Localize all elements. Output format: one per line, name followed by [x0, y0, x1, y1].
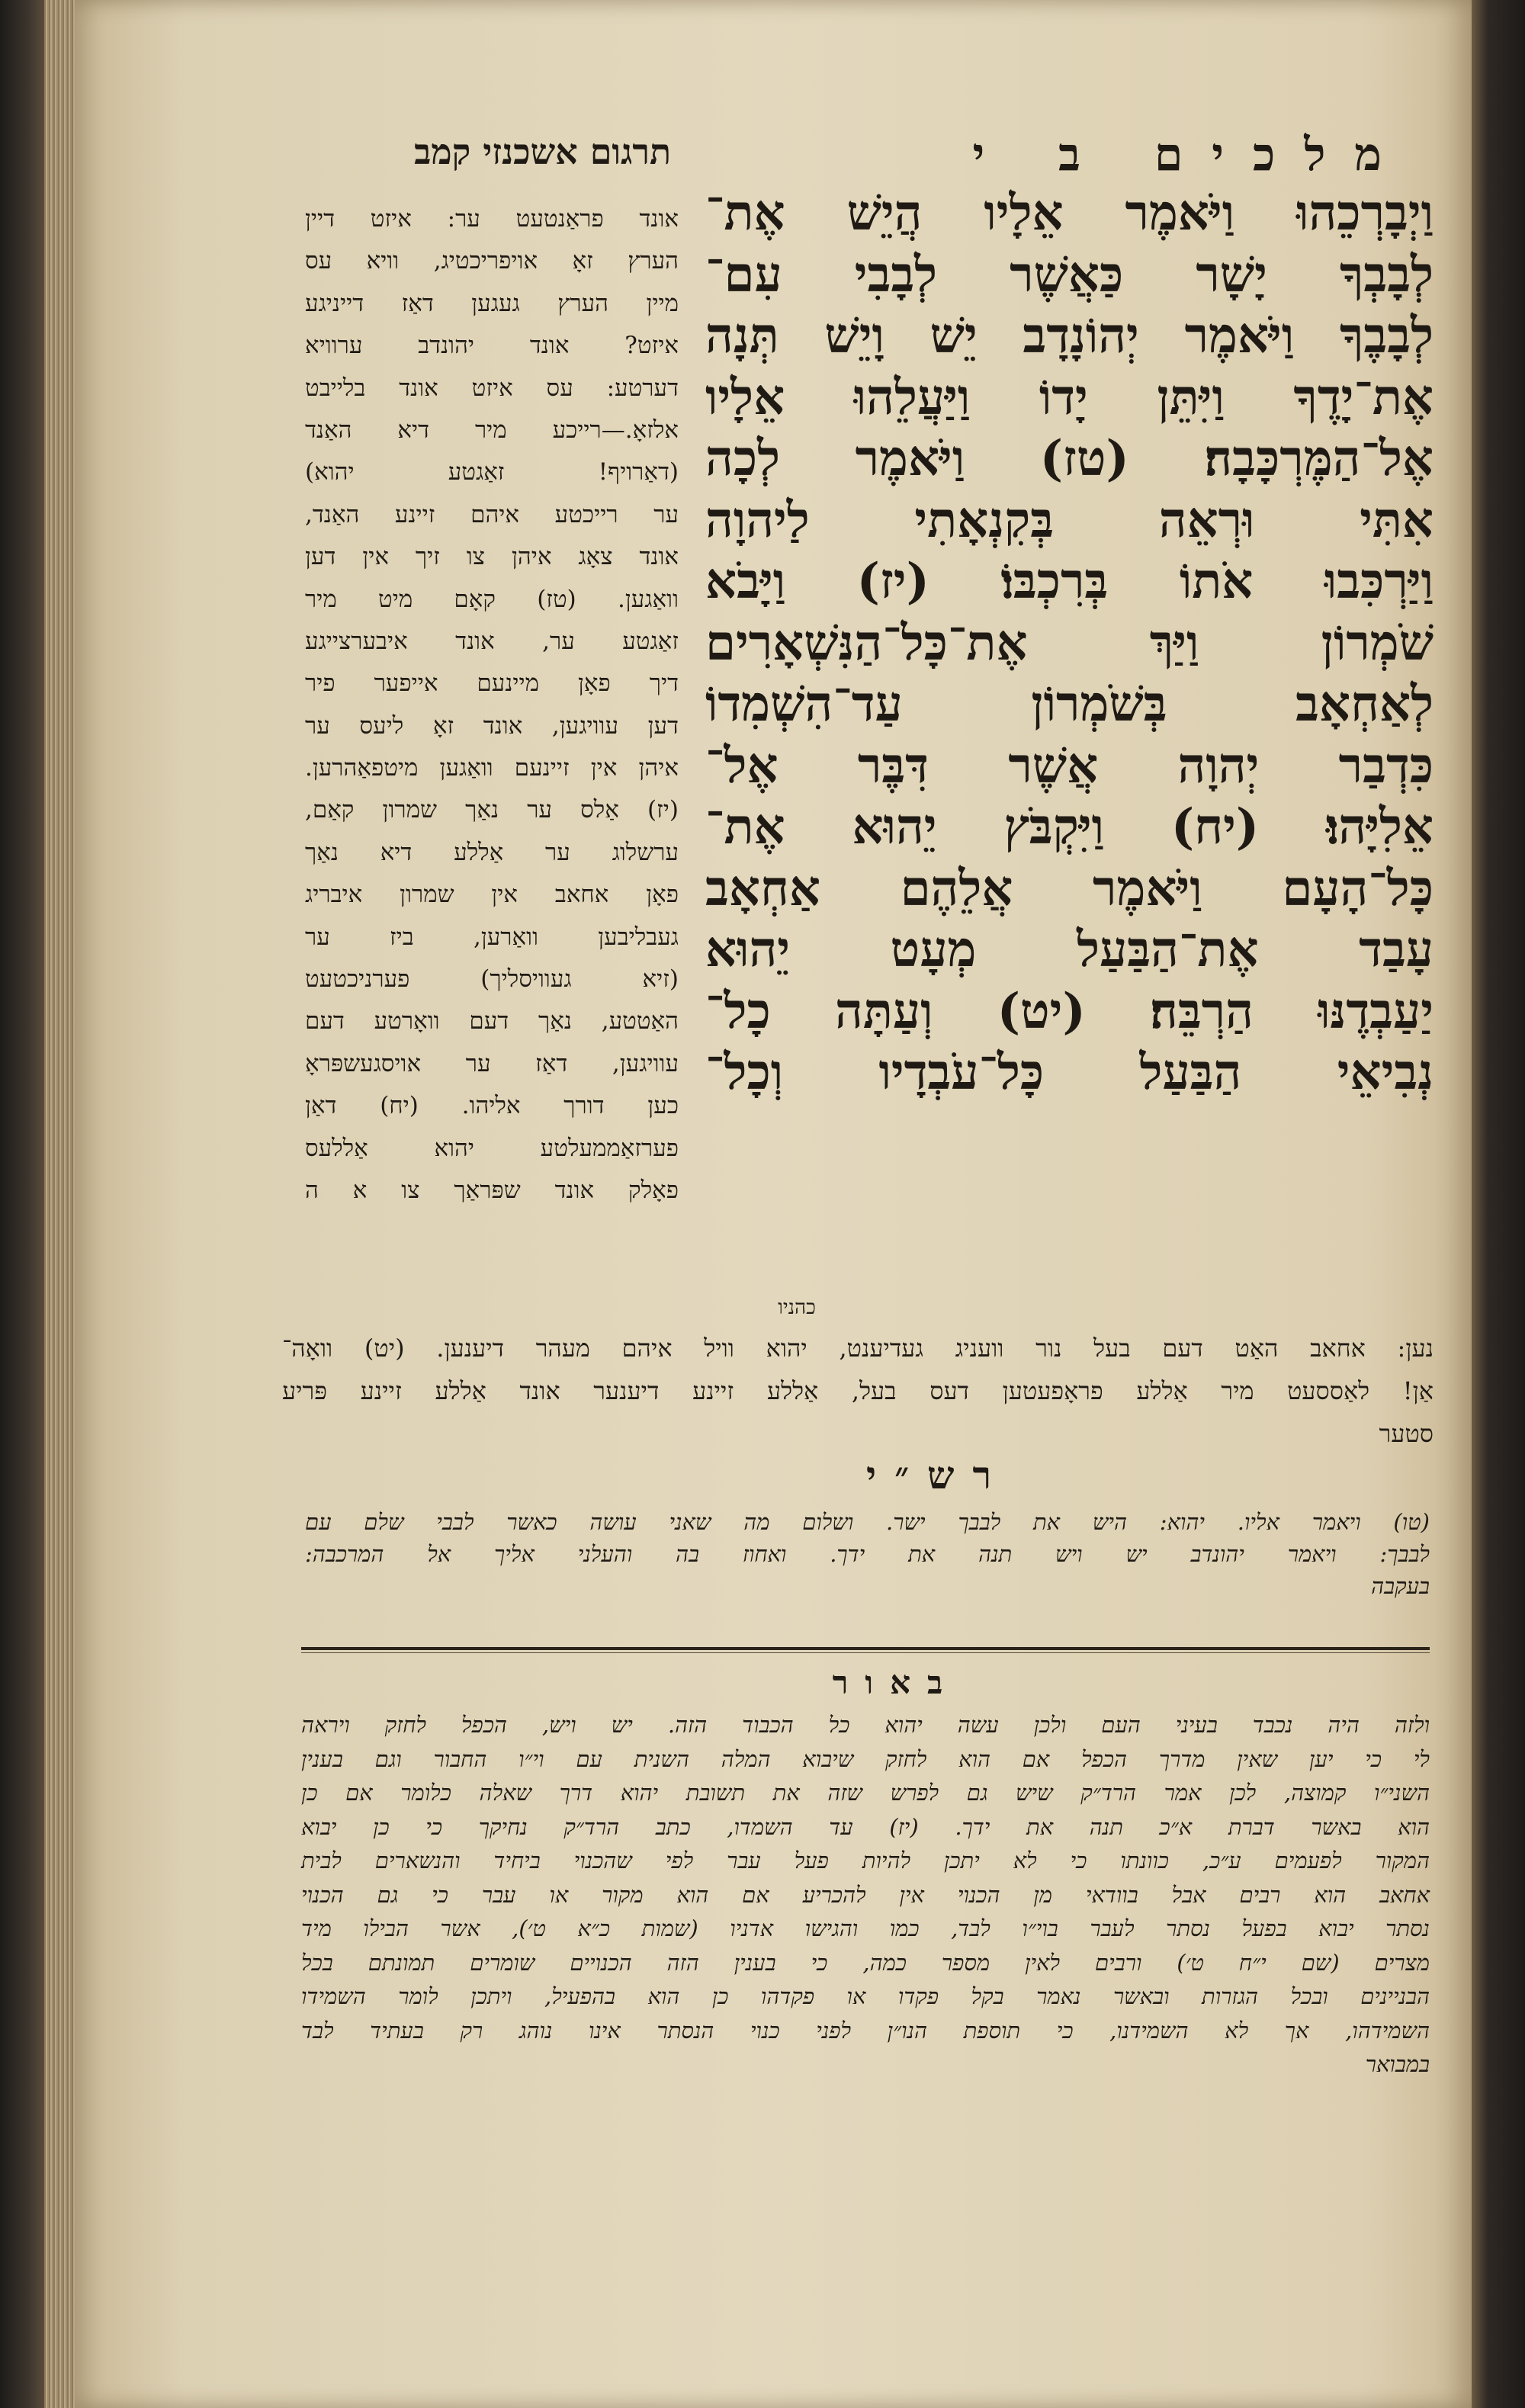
main-text-line: לְאַחְאָב בְּשֹׁמְרוֹן עַד־הִשְׁמִדוֹ	[705, 676, 1434, 733]
translation-continued-line: נען: אחאב האַט דעם בעל נור וועניג געדיענט, יהוא וויל איהם מעהר דיענען. (יט) וואָה־	[282, 1334, 1434, 1363]
main-text-line: וַיַּרְכִּבוּ אֹתוֹ בְּרִכְבּוֹ׃ (יז) וַיָּבֹא	[705, 553, 1434, 610]
running-header-book: מלכים ב י	[972, 128, 1411, 181]
main-text-line: אֶל־הַמֶּרְכָּבָה׃ (טז) וַיֹּאמֶר לְכָה	[705, 430, 1434, 487]
page-edges	[44, 0, 75, 2408]
translation-line: מיין הערץ געגען דאַז דייניגע	[305, 289, 679, 317]
biur-catchword: במבואר	[1365, 2051, 1430, 2077]
main-text-line: עָבַד אֶת־הַבַּעַל מְעָט יֵהוּא	[705, 921, 1434, 978]
translation-line: איהן אין זיינעם וואַגען מיטפאַהרען.	[305, 754, 679, 782]
main-text-catchword: כהניו	[778, 1296, 816, 1319]
biur-line: הבניינים ובכל הגזרות ובאשר נאמר בקל פקדו או פקדהו כן הוא בהפעיל, ויתכן לומר השמידו	[301, 1983, 1430, 2009]
biur-commentary	[301, 1708, 1430, 2082]
section-divider	[301, 1647, 1430, 1650]
running-header-targum: תרגום אשכנזי קמב	[414, 131, 671, 172]
biur-line: ולזה היה נכבד בעיני העם ולכן עשה יהוא כל הכבוד הזה. יש ויש, הכפל לחזק ויראה	[301, 1712, 1430, 1738]
translation-continuation	[282, 1327, 1434, 1455]
translation-line: איזט? אונד יהונדב ערוויא	[305, 332, 679, 360]
translation-line: געבליבען וואַרען, ביז ער	[305, 923, 679, 951]
main-text-line: לְבָבְךָ יָשָׁר כַּאֲשֶׁר לְבָבִי עִם־	[705, 246, 1434, 303]
translation-line: (יז) אַלס ער נאַך שמרון קאַם,	[305, 796, 679, 824]
main-text-line: לְבָבֶךָ וַיֹּאמֶר יְהוֹנָדָב יֵשׁ וָיֵשׁ תְּנָה	[705, 307, 1434, 364]
main-text-line: אֵלִיָּהוּ׃ (יח) וַיִּקְבֹּץ יֵהוּא אֶת־	[705, 798, 1434, 856]
rashi-heading: רש״י	[865, 1453, 1010, 1498]
main-text-line: אֶת־יָדֶךָ וַיִּתֵּן יָדוֹ וַיַּעֲלֵהוּ אֵלָיו	[705, 368, 1434, 426]
rashi-commentary	[305, 1506, 1430, 1602]
translation-continued-line: סטער	[1379, 1419, 1434, 1448]
main-text-line: אִתִּי וּרְאֵה בְּקִנְאָתִי לַיהוָה	[705, 491, 1434, 549]
rashi-line: לבבך: ויאמר יהונדב יש ויש תנה את ידך. ואחוז בה והעלני אליך אל המרכבה:	[305, 1541, 1430, 1567]
main-text-line: יַעַבְדֶנּוּ הַרְבֵּה׃ (יט) וְעַתָּה כָל־	[705, 982, 1434, 1040]
main-hebrew-text	[705, 183, 1434, 1104]
translation-line: פאָלק אונד שפּראַך צו א ה	[305, 1176, 679, 1204]
book-cover-right	[1472, 0, 1525, 2408]
translation-line: כען דורך אליהו. (יח) דאַן	[305, 1092, 679, 1120]
biur-heading: באור	[832, 1664, 960, 1701]
translation-line: דען עוויגען, אונד זאָ ליעס ער	[305, 711, 679, 740]
translation-line: דערטע: עס איזט אונד בלייבט	[305, 374, 679, 402]
translation-line: עוויגען, דאַז ער אויסגעשפּראָ	[305, 1049, 679, 1077]
translation-line: אונד צאָג איהן צו זיך אין דען	[305, 543, 679, 571]
translation-line: האַטטע, נאַך דעם וואָרטע דעם	[305, 1007, 679, 1035]
main-text-line: כָּל־הָעָם וַיֹּאמֶר אֲלֵהֶם אַחְאָב	[705, 859, 1434, 917]
main-text-line: שֹׁמְרוֹן וַיַּךְ אֶת־כָּל־הַנִּשְׁאָרִים	[705, 614, 1434, 672]
translation-line: וואַגען. (טז) קאָם מיט מיר	[305, 585, 679, 613]
rashi-line: (טו) ויאמר אליו. יהוא: היש את לבבך ישר. ושלום מה שאני עושה כאשר לבבי שלם עם	[305, 1509, 1430, 1535]
translation-line: אונד פראַנטעט ער: איזט דיין	[305, 205, 679, 233]
section-divider-thin	[301, 1652, 1430, 1653]
biur-line: אחאב הוא רבים אבל בוודאי מן הכנוי אין להכריע אם הוא מקור או עבר כי גם הכנוי	[301, 1881, 1430, 1908]
main-text-line: כִּדְבַר יְהוָה אֲשֶׁר דִּבֶּר אֶל־	[705, 737, 1434, 795]
main-text-line: וַיְבָרְכֵהוּ וַיֹּאמֶר אֵלָיו הֲיֵשׁ אֶת־	[705, 185, 1434, 242]
biur-line: השני״ו קמוצה, לכן אמר הרד״ק שיש גם לפרש שזה את תשובת יהוא דרך שאלה כלומר אם כן	[301, 1780, 1430, 1806]
biur-line: הוא באשר דברת א״כ תנה את ידך. (יז) עד השמדו, כתב הרד״ק נחיקך כי כן יבוא	[301, 1813, 1430, 1840]
translation-line: ער רייכטע איהם זיינע האַנד,	[305, 500, 679, 528]
main-text-line: נְבִיאֵי הַבַּעַל כָּל־עֹבְדָיו וְכָל־	[705, 1044, 1434, 1101]
rashi-catchword: בעקבה	[1371, 1573, 1430, 1599]
translation-line: (דאַרויף! זאַגטע יהוא)	[305, 458, 679, 486]
biur-line: נסתר יבוא בפעל נסתר לעבר בוי״ו לבד, כמו והגישו אדניו (שמות כ״א ט׳), אשר הבילו מיד	[301, 1915, 1430, 1941]
biur-line: לי כי יען שאין מדרך הכפל אם הוא לחזק שיבוא המלה השנית עם וי״ו החבור וגם בענין	[301, 1745, 1430, 1772]
book-cover-left	[0, 0, 44, 2408]
translation-line: (זיא געוויסליך) פערניכטעט	[305, 965, 679, 994]
translation-line: פאָן אחאב אין שמרון איבריג	[305, 881, 679, 909]
translation-continued-line: אַן! לאַססעט מיר אַללע פראָפעטען דעס בעל, אַללע זיינע דיענער אונד אַללע זיינע פּריע	[282, 1376, 1434, 1405]
biur-line: המקור לפעמים ע״כ, כוונתו כי לא יתכן להיות פעל עבר לפי שהכנוי ביחיד והנשארים לבית	[301, 1848, 1430, 1873]
translation-line: הערץ זאָ אויפריכטיג, וויא עס	[305, 247, 679, 275]
biur-line: מצרים (שם י״ח ט׳) ורבים לאין מספר כמה, כי בענין הזה הכנויים שומרים תמונתם בכל	[301, 1949, 1430, 1976]
biur-line: השמידהו, אך לא השמידנו, כי תוספת הנו״ן לפני כנוי הנסתר אינו נוהג רק בעתיד לבד	[301, 2017, 1430, 2044]
translation-line: זאַגטע ער, אונד איבערצייגע	[305, 627, 679, 655]
translation-line: פערזאַממעלטע יהוא אַללעס	[305, 1134, 679, 1162]
translation-column	[305, 198, 679, 1212]
translation-line: דיך פאָן מיינעם אייפער פיר	[305, 669, 679, 698]
translation-line: אלזאָ.—רייכע מיר דיא האַנד	[305, 416, 679, 444]
translation-line: ערשלוג ער אַללע דיא נאַך	[305, 838, 679, 866]
